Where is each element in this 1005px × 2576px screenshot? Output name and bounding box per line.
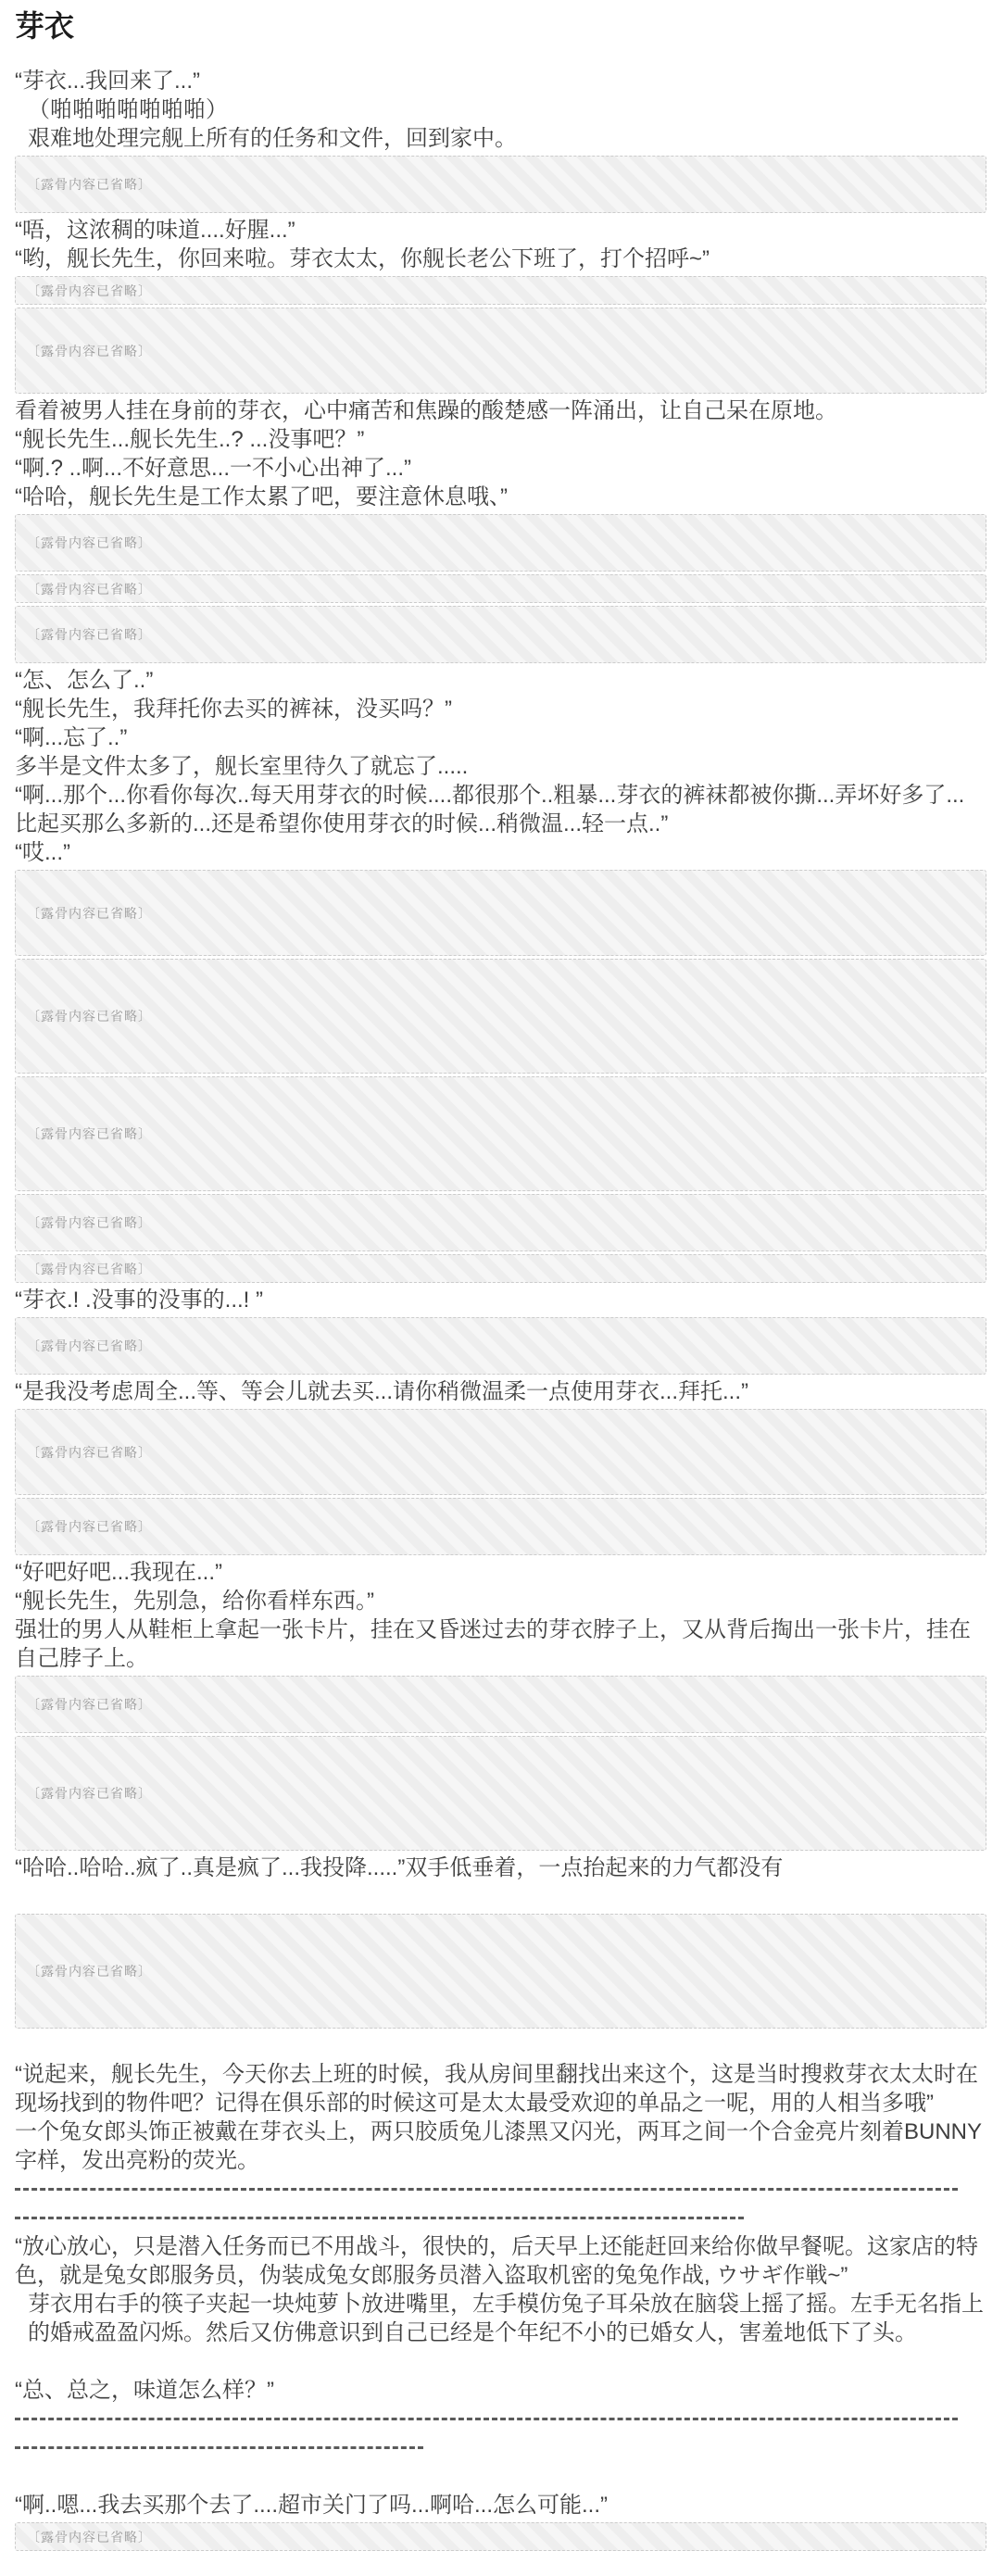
redaction-label: 〔露骨内容已省略〕 xyxy=(27,1009,152,1024)
redaction-label: 〔露骨内容已省略〕 xyxy=(27,343,152,358)
paragraph: “哟，舰长先生，你回来啦。芽衣太太，你舰长老公下班了，打个招呼~” xyxy=(15,246,710,271)
paragraph: “舰长先生，我拜托你去买的裤袜，没买吗？” xyxy=(15,697,452,722)
redacted-paragraph xyxy=(15,1676,986,1733)
paragraph: “好吧好吧...我现在...” xyxy=(15,1560,222,1585)
redaction-label: 〔露骨内容已省略〕 xyxy=(27,1126,152,1141)
redacted-paragraph xyxy=(15,959,986,1074)
separator-row xyxy=(15,2204,986,2232)
paragraph: “啊.? ..啊...不好意思...一不小心出神了...” xyxy=(15,456,412,481)
redacted-paragraph xyxy=(15,308,986,394)
redaction-label: 〔露骨内容已省略〕 xyxy=(27,1786,152,1801)
paragraph: 看着被男人挂在身前的芽衣，心中痛苦和焦躁的酸楚感一阵涌出，让自己呆在原地。 xyxy=(15,398,837,423)
redaction-label: 〔露骨内容已省略〕 xyxy=(27,535,152,550)
paragraph: “怎、怎么了..” xyxy=(15,668,154,693)
redacted-paragraph xyxy=(15,1409,986,1495)
redaction-label: 〔露骨内容已省略〕 xyxy=(27,1519,152,1534)
paragraph: “哈哈，舰长先生是工作太累了吧，要注意休息哦、” xyxy=(15,484,508,509)
page-title: 芽衣 xyxy=(15,9,75,43)
redacted-paragraph xyxy=(15,2522,986,2551)
redaction-label: 〔露骨内容已省略〕 xyxy=(27,283,152,298)
separator-row xyxy=(15,2405,986,2433)
paragraph: “哎...” xyxy=(15,840,70,865)
redaction-label: 〔露骨内容已省略〕 xyxy=(27,1261,152,1276)
redacted-paragraph xyxy=(15,574,986,603)
paragraph: “是我没考虑周全...等、等会儿就去买...请你稍微温柔一点使用芽衣...拜托...” xyxy=(15,1379,748,1404)
redacted-paragraph xyxy=(15,1914,986,2029)
redacted-paragraph xyxy=(15,870,986,956)
paragraph: “唔，这浓稠的味道....好腥...” xyxy=(15,218,295,243)
paragraph: （啪啪啪啪啪啪啪） xyxy=(28,97,228,122)
paragraph: “舰长先生，先别急，给你看样东西。” xyxy=(15,1589,374,1614)
paragraph: “说起来，舰长先生，今天你去上班的时候，我从房间里翻找出来这个，这是当时搜救芽衣太太时在现场找到的物件吧？记得在俱乐部的时候这可是太太最受欢迎的单品之一呢，用的人相当多哦” xyxy=(15,2062,978,2116)
separator-dashed-line xyxy=(15,2188,958,2191)
redaction-label: 〔露骨内容已省略〕 xyxy=(27,627,152,642)
redacted-paragraph xyxy=(15,1194,986,1251)
separator-row xyxy=(15,2175,986,2204)
separator-dashed-line xyxy=(15,2217,744,2219)
redacted-paragraph xyxy=(15,156,986,213)
paragraph: “舰长先生...舰长先生..? ...没事吧？” xyxy=(15,427,365,452)
paragraph: “芽衣.! .没事的没事的...! ” xyxy=(15,1288,263,1313)
redacted-paragraph xyxy=(15,276,986,305)
redaction-label: 〔露骨内容已省略〕 xyxy=(27,1697,152,1712)
blank-line xyxy=(15,2462,986,2491)
redaction-label: 〔露骨内容已省略〕 xyxy=(27,1338,152,1353)
paragraph: 艰难地处理完舰上所有的任务和文件，回到家中。 xyxy=(28,126,517,151)
separator-dashed-line xyxy=(15,2418,958,2420)
paragraph: “啊...那个...你看你每次..每天用芽衣的时候....都很那个..粗暴...芽衣的裤袜都被你撕...弄坏好多了...比起买那么多新的...还是希望你使用芽衣的时候...稍微温...轻一点..” xyxy=(15,783,965,836)
redaction-label: 〔露骨内容已省略〕 xyxy=(27,2529,152,2545)
redacted-paragraph xyxy=(15,606,986,663)
redacted-paragraph xyxy=(15,1254,986,1283)
blank-line xyxy=(15,1882,986,1911)
paragraph: “哈哈..哈哈..疯了..真是疯了...我投降.....”双手低垂着，一点抬起来的力气都没有 xyxy=(15,1855,784,1880)
redaction-label: 〔露骨内容已省略〕 xyxy=(27,1964,152,1979)
paragraph: 芽衣用右手的筷子夹起一块炖萝卜放进嘴里，左手模仿兔子耳朵放在脑袋上摇了摇。左手无名指上的婚戒盈盈闪烁。然后又仿佛意识到自己已经是个年纪不小的已婚女人，害羞地低下了头。 xyxy=(28,2292,984,2345)
redaction-label: 〔露骨内容已省略〕 xyxy=(27,905,152,921)
paragraph: “啊..嗯...我去买那个去了....超市关门了吗...啊哈...怎么可能...” xyxy=(15,2493,609,2518)
blank-line xyxy=(15,2031,986,2060)
redaction-label: 〔露骨内容已省略〕 xyxy=(27,1444,152,1460)
paragraph: “啊...忘了..” xyxy=(15,725,128,750)
redacted-paragraph xyxy=(15,1736,986,1851)
paragraph: “芽衣...我回来了...” xyxy=(15,69,200,94)
paragraph: “放心放心，只是潜入任务而已不用战斗，很快的，后天早上还能赶回来给你做早餐呢。这家店的特色，就是兔女郎服务员，伪装成兔女郎服务员潜入盗取机密的兔兔作战, ウサギ作戦~” xyxy=(15,2234,978,2288)
redacted-paragraph xyxy=(15,1498,986,1555)
redacted-paragraph xyxy=(15,1076,986,1191)
separator-row xyxy=(15,2433,986,2462)
paragraph: “总、总之，味道怎么样？” xyxy=(15,2378,274,2403)
paragraph: 多半是文件太多了，舰长室里待久了就忘了..... xyxy=(15,754,469,779)
paragraph: 一个兔女郎头饰正被戴在芽衣头上，两只胶质兔儿漆黑又闪光，两耳之间一个合金亮片刻着BUNNY字样，发出亮粉的荧光。 xyxy=(15,2119,983,2173)
redacted-paragraph xyxy=(15,514,986,572)
redacted-paragraph xyxy=(15,1317,986,1375)
document-body xyxy=(15,67,986,2551)
redaction-label: 〔露骨内容已省略〕 xyxy=(27,177,152,192)
paragraph: 强壮的男人从鞋柜上拿起一张卡片，挂在又昏迷过去的芽衣脖子上，又从背后掏出一张卡片，挂在自己脖子上。 xyxy=(15,1617,971,1671)
blank-line xyxy=(15,2347,986,2376)
redaction-label: 〔露骨内容已省略〕 xyxy=(27,581,152,597)
redaction-label: 〔露骨内容已省略〕 xyxy=(27,1215,152,1230)
separator-dashed-line xyxy=(15,2446,423,2449)
